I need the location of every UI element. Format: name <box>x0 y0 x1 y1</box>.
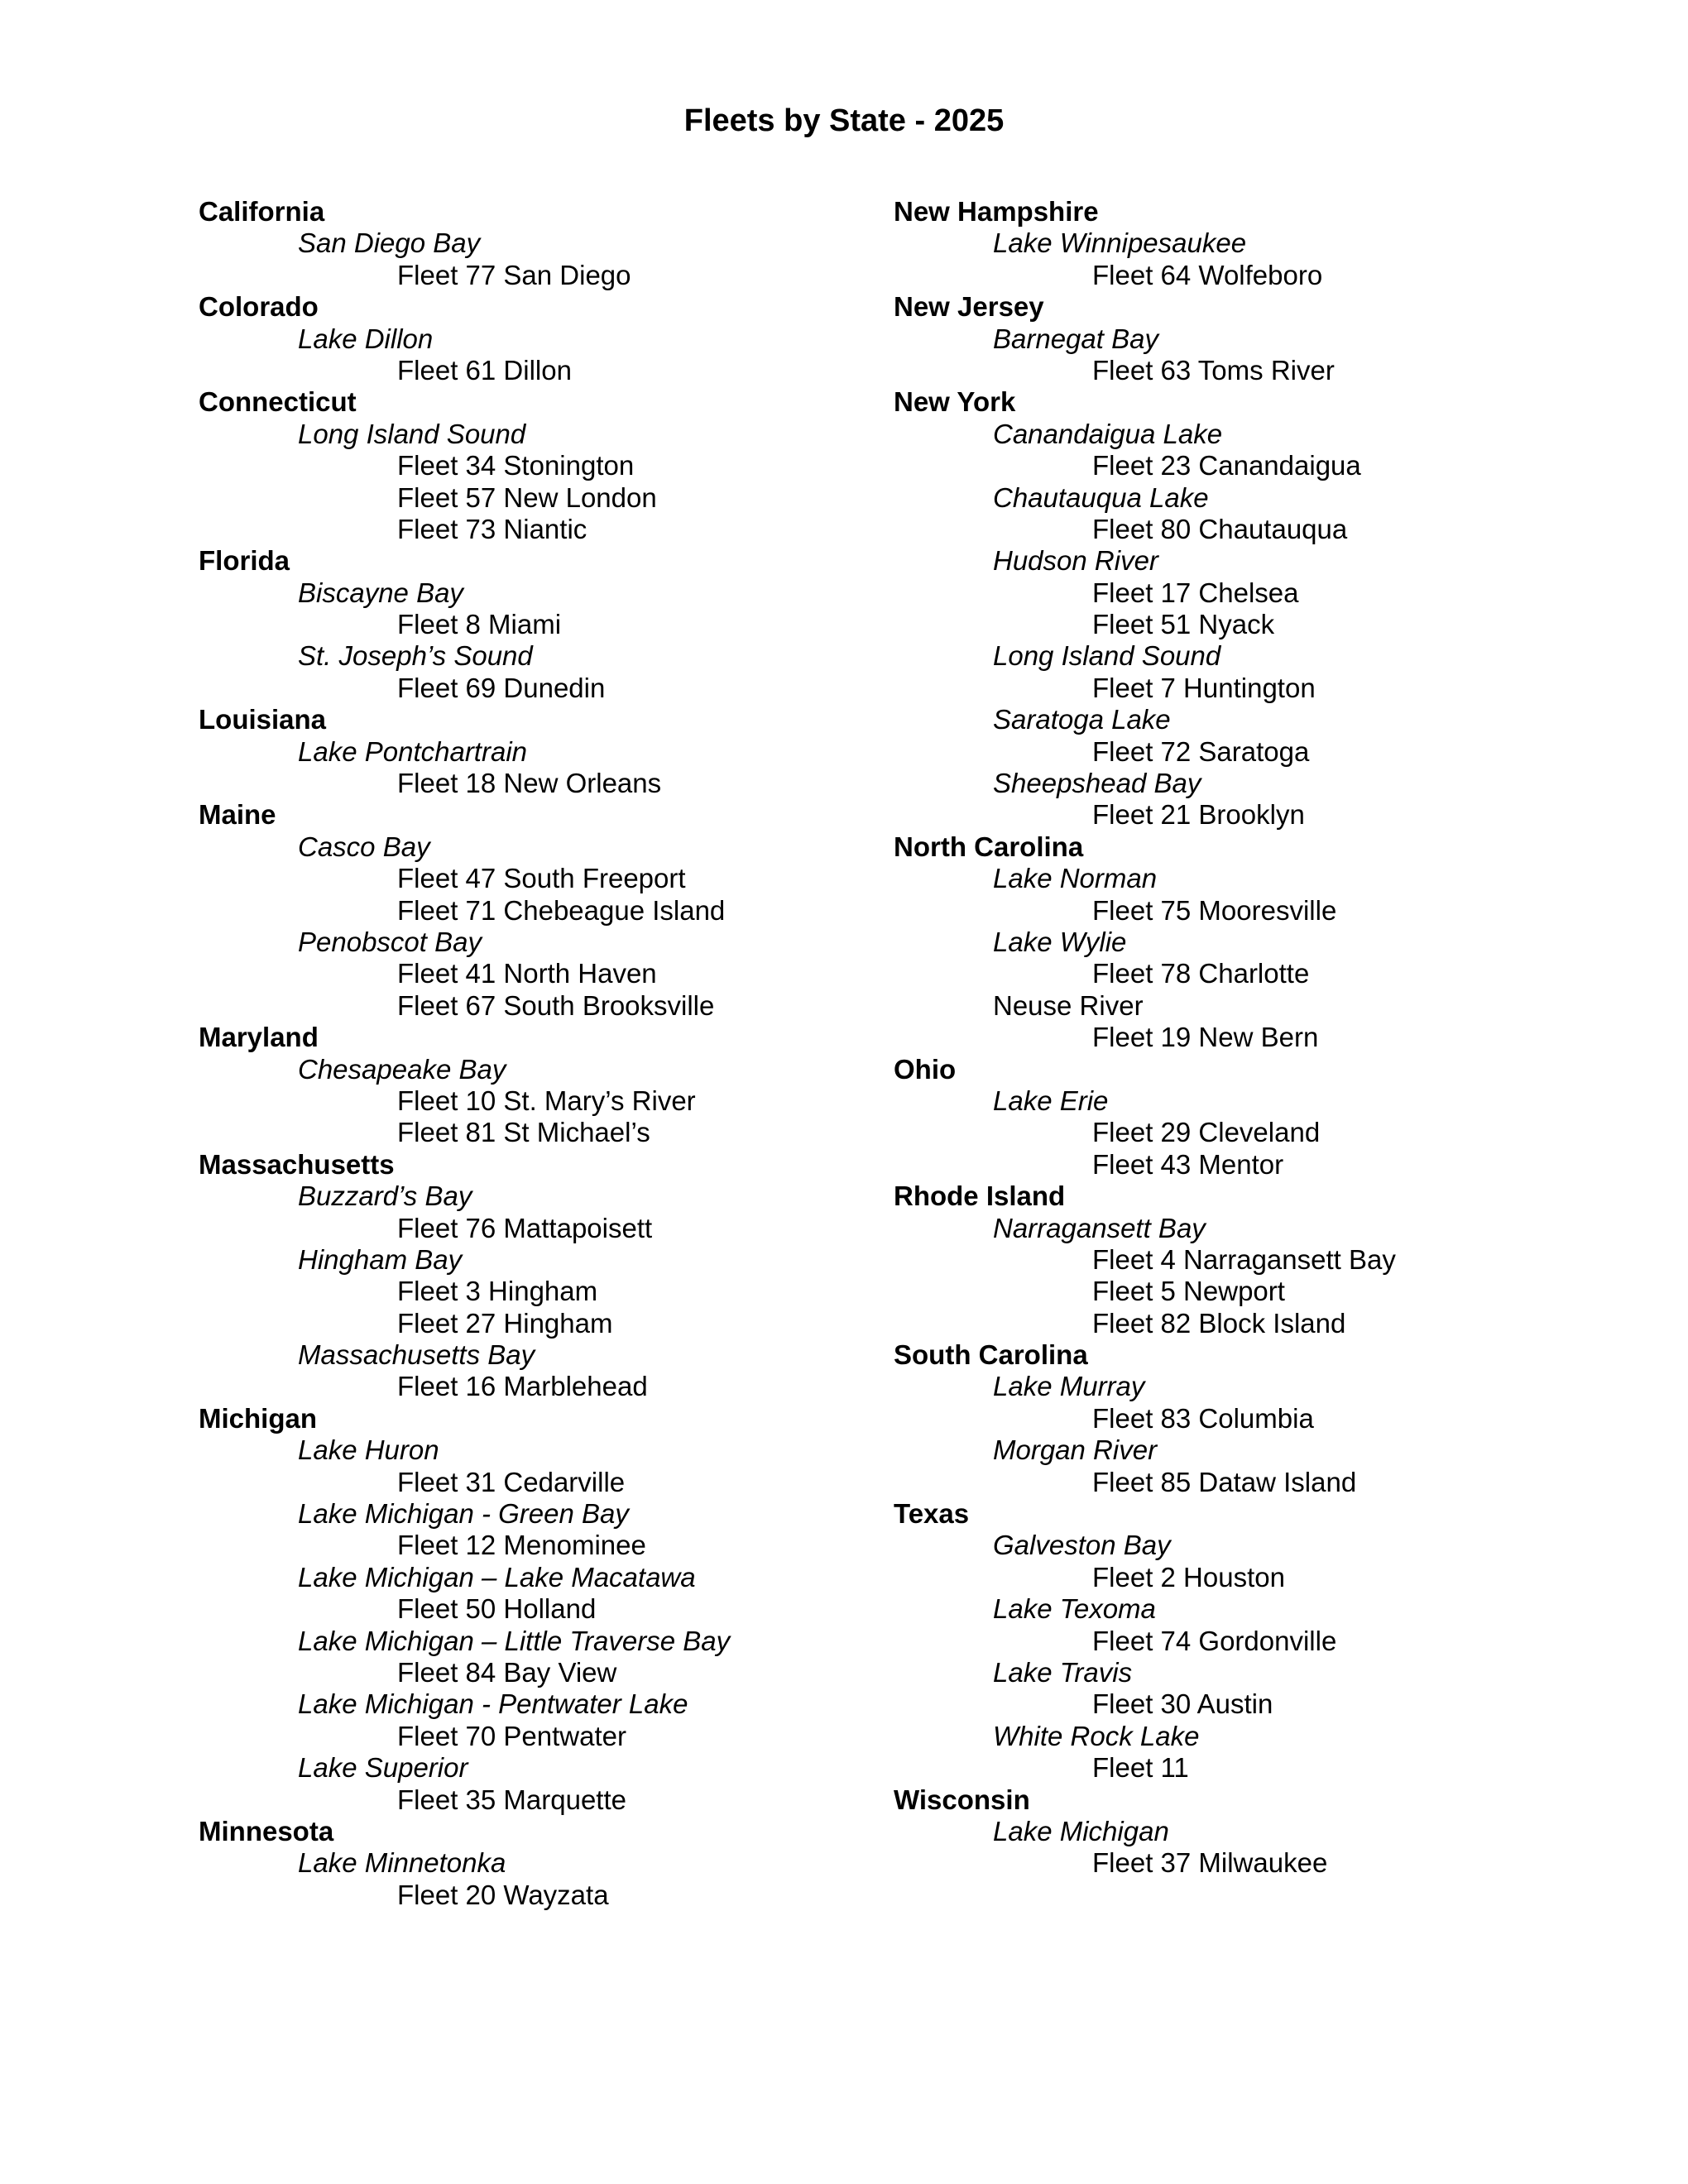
fleet-entry: Fleet 69 Dunedin <box>397 672 606 703</box>
body-of-water: Long Island Sound <box>993 640 1221 672</box>
fleet-entry: Fleet 10 St. Mary’s River <box>397 1085 696 1116</box>
fleet-entry: Fleet 21 Brooklyn <box>1092 799 1305 831</box>
body-of-water: Hudson River <box>993 545 1158 577</box>
fleet-entry: Fleet 51 Nyack <box>1092 609 1275 640</box>
state-heading: Maine <box>199 799 276 831</box>
body-of-water: Lake Texoma <box>993 1593 1156 1625</box>
fleet-entry: Fleet 19 New Bern <box>1092 1022 1319 1053</box>
fleet-entry: Fleet 17 Chelsea <box>1092 577 1299 608</box>
body-of-water: Morgan River <box>993 1434 1158 1466</box>
fleet-entry: Fleet 7 Huntington <box>1092 672 1316 703</box>
state-heading: Massachusetts <box>199 1148 395 1180</box>
fleet-entry: Fleet 76 Mattapoisett <box>397 1212 653 1243</box>
fleet-entry: Fleet 80 Chautauqua <box>1092 513 1348 544</box>
body-of-water: Lake Michigan - Green Bay <box>298 1498 629 1530</box>
body-of-water: Biscayne Bay <box>298 577 463 608</box>
fleet-entry: Fleet 41 North Haven <box>397 958 657 989</box>
body-of-water: Hingham Bay <box>298 1243 463 1275</box>
body-of-water: Lake Minnetonka <box>298 1847 506 1879</box>
body-of-water: Buzzard’s Bay <box>298 1181 472 1212</box>
state-heading: New York <box>894 386 1016 418</box>
body-of-water: Lake Michigan <box>993 1815 1169 1846</box>
body-of-water: Neuse River <box>993 989 1144 1021</box>
body-of-water: Chesapeake Bay <box>298 1053 506 1085</box>
state-heading: New Hampshire <box>894 196 1099 227</box>
fleet-entry: Fleet 16 Marblehead <box>397 1371 648 1402</box>
fleet-entry: Fleet 61 Dillon <box>397 354 572 386</box>
state-heading: Texas <box>894 1498 970 1530</box>
fleet-entry: Fleet 37 Milwaukee <box>1092 1847 1328 1879</box>
fleet-entry: Fleet 73 Niantic <box>397 513 587 544</box>
body-of-water: Lake Norman <box>993 863 1158 894</box>
fleet-entry: Fleet 12 Menominee <box>397 1530 646 1561</box>
body-of-water: Lake Travis <box>993 1656 1133 1688</box>
state-heading: Connecticut <box>199 386 357 418</box>
left-column <box>199 196 730 1911</box>
fleet-entry: Fleet 4 Narragansett Bay <box>1092 1243 1396 1275</box>
body-of-water: Barnegat Bay <box>993 323 1158 354</box>
body-of-water: Lake Superior <box>298 1752 468 1784</box>
state-heading: Rhode Island <box>894 1181 1066 1212</box>
body-of-water: Canandaigua Lake <box>993 418 1223 449</box>
fleet-entry: Fleet 2 Houston <box>1092 1561 1285 1592</box>
body-of-water: White Rock Lake <box>993 1720 1200 1751</box>
body-of-water: Saratoga Lake <box>993 704 1171 735</box>
state-heading: Minnesota <box>199 1815 334 1846</box>
fleet-entry: Fleet 63 Toms River <box>1092 354 1335 386</box>
page-title: Fleets by State - 2025 <box>683 103 1005 138</box>
body-of-water: Lake Michigan – Lake Macatawa <box>298 1561 696 1592</box>
body-of-water: Long Island Sound <box>298 418 526 449</box>
fleet-entry: Fleet 83 Columbia <box>1092 1402 1314 1434</box>
fleet-entry: Fleet 23 Canandaigua <box>1092 450 1361 481</box>
fleet-entry: Fleet 34 Stonington <box>397 450 635 481</box>
state-heading: California <box>199 196 325 227</box>
fleet-entry: Fleet 70 Pentwater <box>397 1720 626 1751</box>
fleet-entry: Fleet 74 Gordonville <box>1092 1625 1337 1656</box>
body-of-water: Galveston Bay <box>993 1530 1171 1561</box>
state-heading: Ohio <box>894 1053 957 1085</box>
fleet-entry: Fleet 78 Charlotte <box>1092 958 1310 989</box>
fleet-entry: Fleet 30 Austin <box>1092 1688 1273 1720</box>
body-of-water: Chautauqua Lake <box>993 481 1209 513</box>
fleet-entry: Fleet 20 Wayzata <box>397 1879 609 1910</box>
fleet-entry: Fleet 57 New London <box>397 481 657 513</box>
body-of-water: Lake Dillon <box>298 323 434 354</box>
body-of-water: Lake Erie <box>993 1085 1109 1116</box>
fleet-entry: Fleet 11 <box>1092 1752 1189 1784</box>
body-of-water: Casco Bay <box>298 831 430 862</box>
body-of-water: Lake Winnipesaukee <box>993 228 1247 259</box>
fleet-entry: Fleet 47 South Freeport <box>397 863 686 894</box>
fleet-entry: Fleet 77 San Diego <box>397 259 631 290</box>
fleet-entry: Fleet 85 Dataw Island <box>1092 1466 1357 1497</box>
fleet-entry: Fleet 8 Miami <box>397 609 562 640</box>
state-heading: South Carolina <box>894 1339 1088 1371</box>
state-heading: Michigan <box>199 1402 318 1434</box>
state-heading: Florida <box>199 545 290 577</box>
state-heading: Wisconsin <box>894 1784 1030 1815</box>
body-of-water: San Diego Bay <box>298 228 481 259</box>
state-heading: North Carolina <box>894 831 1084 862</box>
fleet-entry: Fleet 84 Bay View <box>397 1656 617 1688</box>
fleet-entry: Fleet 82 Block Island <box>1092 1307 1346 1339</box>
body-of-water: Massachusetts Bay <box>298 1339 535 1371</box>
fleet-entry: Fleet 75 Mooresville <box>1092 894 1337 926</box>
body-of-water: Penobscot Bay <box>298 926 482 957</box>
body-of-water: Lake Huron <box>298 1434 439 1466</box>
fleet-entry: Fleet 81 St Michael’s <box>397 1117 650 1148</box>
fleet-entry: Fleet 3 Hingham <box>397 1276 598 1307</box>
body-of-water: Lake Michigan – Little Traverse Bay <box>298 1625 731 1656</box>
body-of-water: Lake Pontchartrain <box>298 735 528 767</box>
body-of-water: Lake Wylie <box>993 926 1127 957</box>
fleet-entry: Fleet 31 Cedarville <box>397 1466 626 1497</box>
fleet-entry: Fleet 50 Holland <box>397 1593 597 1625</box>
fleet-entry: Fleet 64 Wolfeboro <box>1092 259 1323 290</box>
fleet-entry: Fleet 18 New Orleans <box>397 768 662 799</box>
fleet-entry: Fleet 72 Saratoga <box>1092 735 1310 767</box>
body-of-water: Lake Michigan - Pentwater Lake <box>298 1688 688 1720</box>
state-heading: Colorado <box>199 291 319 323</box>
fleet-entry: Fleet 27 Hingham <box>397 1307 613 1339</box>
body-of-water: Lake Murray <box>993 1371 1145 1402</box>
state-heading: Maryland <box>199 1022 319 1053</box>
state-heading: New Jersey <box>894 291 1044 323</box>
fleet-entry: Fleet 29 Cleveland <box>1092 1117 1321 1148</box>
fleet-entry: Fleet 71 Chebeague Island <box>397 894 726 926</box>
body-of-water: Narragansett Bay <box>993 1212 1206 1243</box>
fleet-entry: Fleet 35 Marquette <box>397 1784 626 1815</box>
body-of-water: Sheepshead Bay <box>993 768 1201 799</box>
fleet-entry: Fleet 67 South Brooksville <box>397 989 715 1021</box>
body-of-water: St. Joseph’s Sound <box>298 640 533 672</box>
fleet-entry: Fleet 43 Mentor <box>1092 1148 1284 1180</box>
fleet-entry: Fleet 5 Newport <box>1092 1276 1285 1307</box>
right-column <box>894 196 1396 1880</box>
state-heading: Louisiana <box>199 704 327 735</box>
